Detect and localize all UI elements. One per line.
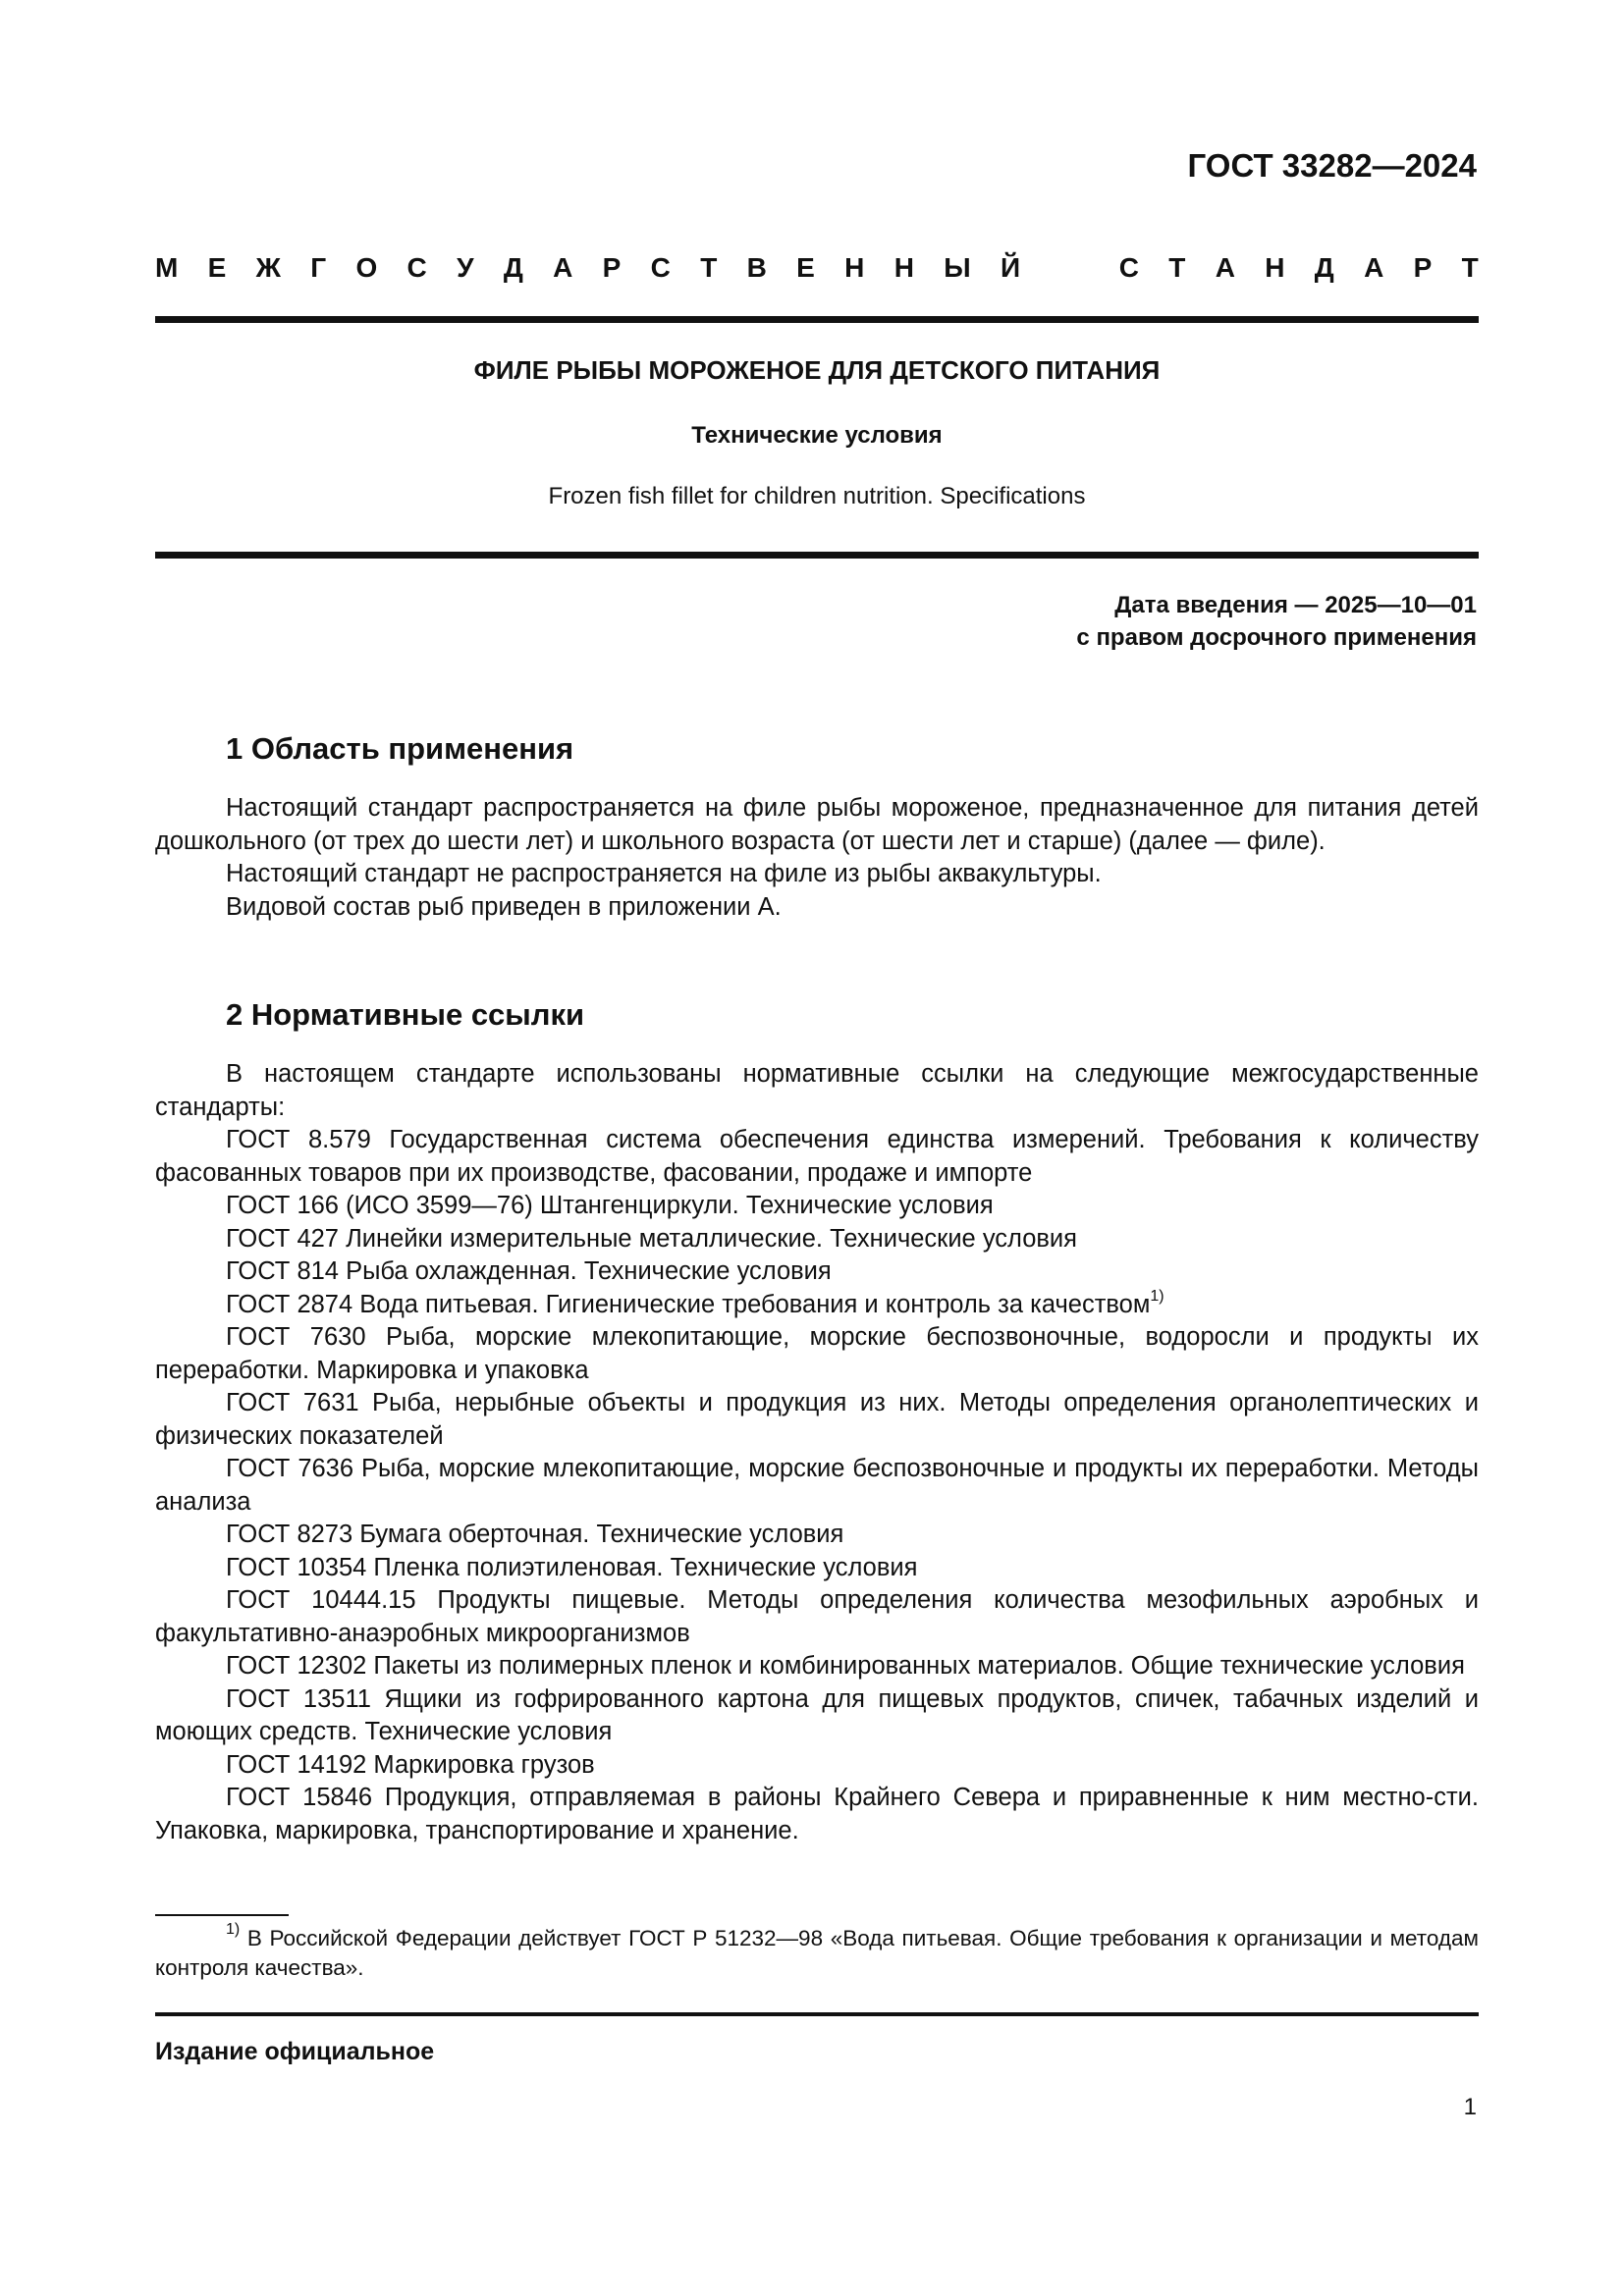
reference-item: ГОСТ 7636 Рыба, морские млекопитающие, морские беспозвоночные и продукты их переработки. Методы анализа <box>155 1455 1479 1516</box>
introduction-date <box>1076 589 1477 654</box>
section-2-body <box>155 1058 1479 1847</box>
paragraph: В настоящем стандарте использованы нормативные ссылки на следующие межгосударственные стандарты: <box>155 1060 1479 1121</box>
letter: А <box>553 252 573 283</box>
letter: Т <box>700 252 718 283</box>
letter: С <box>406 252 427 283</box>
section-2-heading: 2 Нормативные ссылки <box>226 997 585 1032</box>
letter: Ы <box>944 252 971 283</box>
letter: Р <box>602 252 622 283</box>
standard-type-heading <box>155 252 1479 284</box>
reference-item: ГОСТ 427 Линейки измерительные металлические. Технические условия <box>226 1224 1077 1253</box>
reference-item: ГОСТ 7630 Рыба, морские млекопитающие, морские беспозвоночные, водоросли и продукты их переработки. Маркировка и упаковка <box>155 1323 1479 1384</box>
reference-item: ГОСТ 15846 Продукция, отправляемая в районы Крайнего Севера и приравненные к ним местно-сти. Упаковка, маркировка, транспортирование и хранение. <box>155 1784 1479 1844</box>
reference-item: ГОСТ 8.579 Государственная система обеспечения единства измерений. Требования к количеству фасованных товаров при их производстве, фасовании, продаже и импорте <box>155 1126 1479 1187</box>
footnote-text: В Российской Федерации действует ГОСТ Р 51232—98 «Вода питьевая. Общие требования к организации и методам контроля качества». <box>155 1926 1479 1980</box>
letter: Р <box>1413 252 1433 283</box>
letter: В <box>746 252 767 283</box>
footnote-ref: 1) <box>1150 1287 1164 1305</box>
paragraph: Настоящий стандарт не распространяется на филе из рыбы аквакультуры. <box>226 860 1102 887</box>
letter: Г <box>310 252 327 283</box>
letter: Ж <box>255 252 281 283</box>
letter: Т <box>1461 252 1479 283</box>
letter: Н <box>844 252 865 283</box>
english-title: Frozen fish fillet for children nutrition. Specifications <box>548 483 1086 509</box>
official-edition-label: Издание официальное <box>155 2038 435 2065</box>
page-number: 1 <box>1463 2094 1477 2120</box>
letter: Й <box>1000 252 1021 283</box>
reference-item: ГОСТ 8273 Бумага оберточная. Технические условия <box>226 1521 844 1548</box>
letter: С <box>1118 252 1139 283</box>
header-rule-bottom <box>155 552 1479 559</box>
reference-item: ГОСТ 10444.15 Продукты пищевые. Методы определения количества мезофильных аэробных и факультативно-анаэробных микроорганизмов <box>155 1586 1479 1647</box>
intro-date-line: Дата введения — 2025—10—01 <box>1114 592 1477 618</box>
letter: Е <box>796 252 815 283</box>
paragraph: Настоящий стандарт распространяется на филе рыбы мороженое, предназначенное для питания детей дошкольного (от трех до шести лет) и школьного возраста (от шести лет и старше) (далее — филе). <box>155 794 1479 855</box>
header-rule-top <box>155 316 1479 323</box>
letter: О <box>355 252 378 283</box>
word-gap <box>1050 252 1089 284</box>
letter: Д <box>503 252 523 283</box>
footnote-mark: 1) <box>226 1921 241 1938</box>
letter: Д <box>1314 252 1334 283</box>
letter: А <box>1215 252 1235 283</box>
letter: Т <box>1168 252 1186 283</box>
reference-text: ГОСТ 2874 Вода питьевая. Гигиенические требования и контроль за качеством <box>226 1290 1151 1318</box>
letter: М <box>155 252 179 283</box>
reference-item: ГОСТ 814 Рыба охлажденная. Технические условия <box>226 1257 832 1285</box>
paragraph: Видовой состав рыб приведен в приложении А. <box>226 892 782 921</box>
reference-item: ГОСТ 12302 Пакеты из полимерных пленок и комбинированных материалов. Общие технические условия <box>226 1652 1465 1680</box>
document-subtitle: Технические условия <box>691 422 943 449</box>
section-1-heading: 1 Область применения <box>226 731 574 766</box>
normative-references-list <box>155 1124 1479 1847</box>
reference-item: ГОСТ 14192 Маркировка грузов <box>226 1750 595 1779</box>
letter: С <box>650 252 671 283</box>
footer-rule <box>155 2012 1479 2016</box>
early-application-line: с правом досрочного применения <box>1076 624 1477 651</box>
footnote <box>155 1921 1479 1983</box>
letter: Н <box>893 252 914 283</box>
letter: Н <box>1265 252 1285 283</box>
letter: У <box>457 252 474 283</box>
reference-item: ГОСТ 10354 Пленка полиэтиленовая. Технические условия <box>226 1553 918 1581</box>
letter: Е <box>207 252 227 283</box>
section-1-body <box>155 792 1479 924</box>
footnote-separator <box>155 1914 289 1916</box>
reference-item: ГОСТ 13511 Ящики из гофрированного картона для пищевых продуктов, спичек, табачных изделий и моющих средств. Технические условия <box>155 1684 1479 1745</box>
reference-item-with-footnote <box>155 1289 1479 1322</box>
gost-number: ГОСТ 33282—2024 <box>1187 147 1477 184</box>
reference-item: ГОСТ 7631 Рыба, нерыбные объекты и продукция из них. Методы определения органолептических и физических показателей <box>155 1389 1479 1450</box>
document-title: ФИЛЕ РЫБЫ МОРОЖЕНОЕ ДЛЯ ДЕТСКОГО ПИТАНИЯ <box>473 355 1161 385</box>
reference-item: ГОСТ 166 (ИСО 3599—76) Штангенциркули. Технические условия <box>226 1192 994 1219</box>
letter: А <box>1364 252 1384 283</box>
